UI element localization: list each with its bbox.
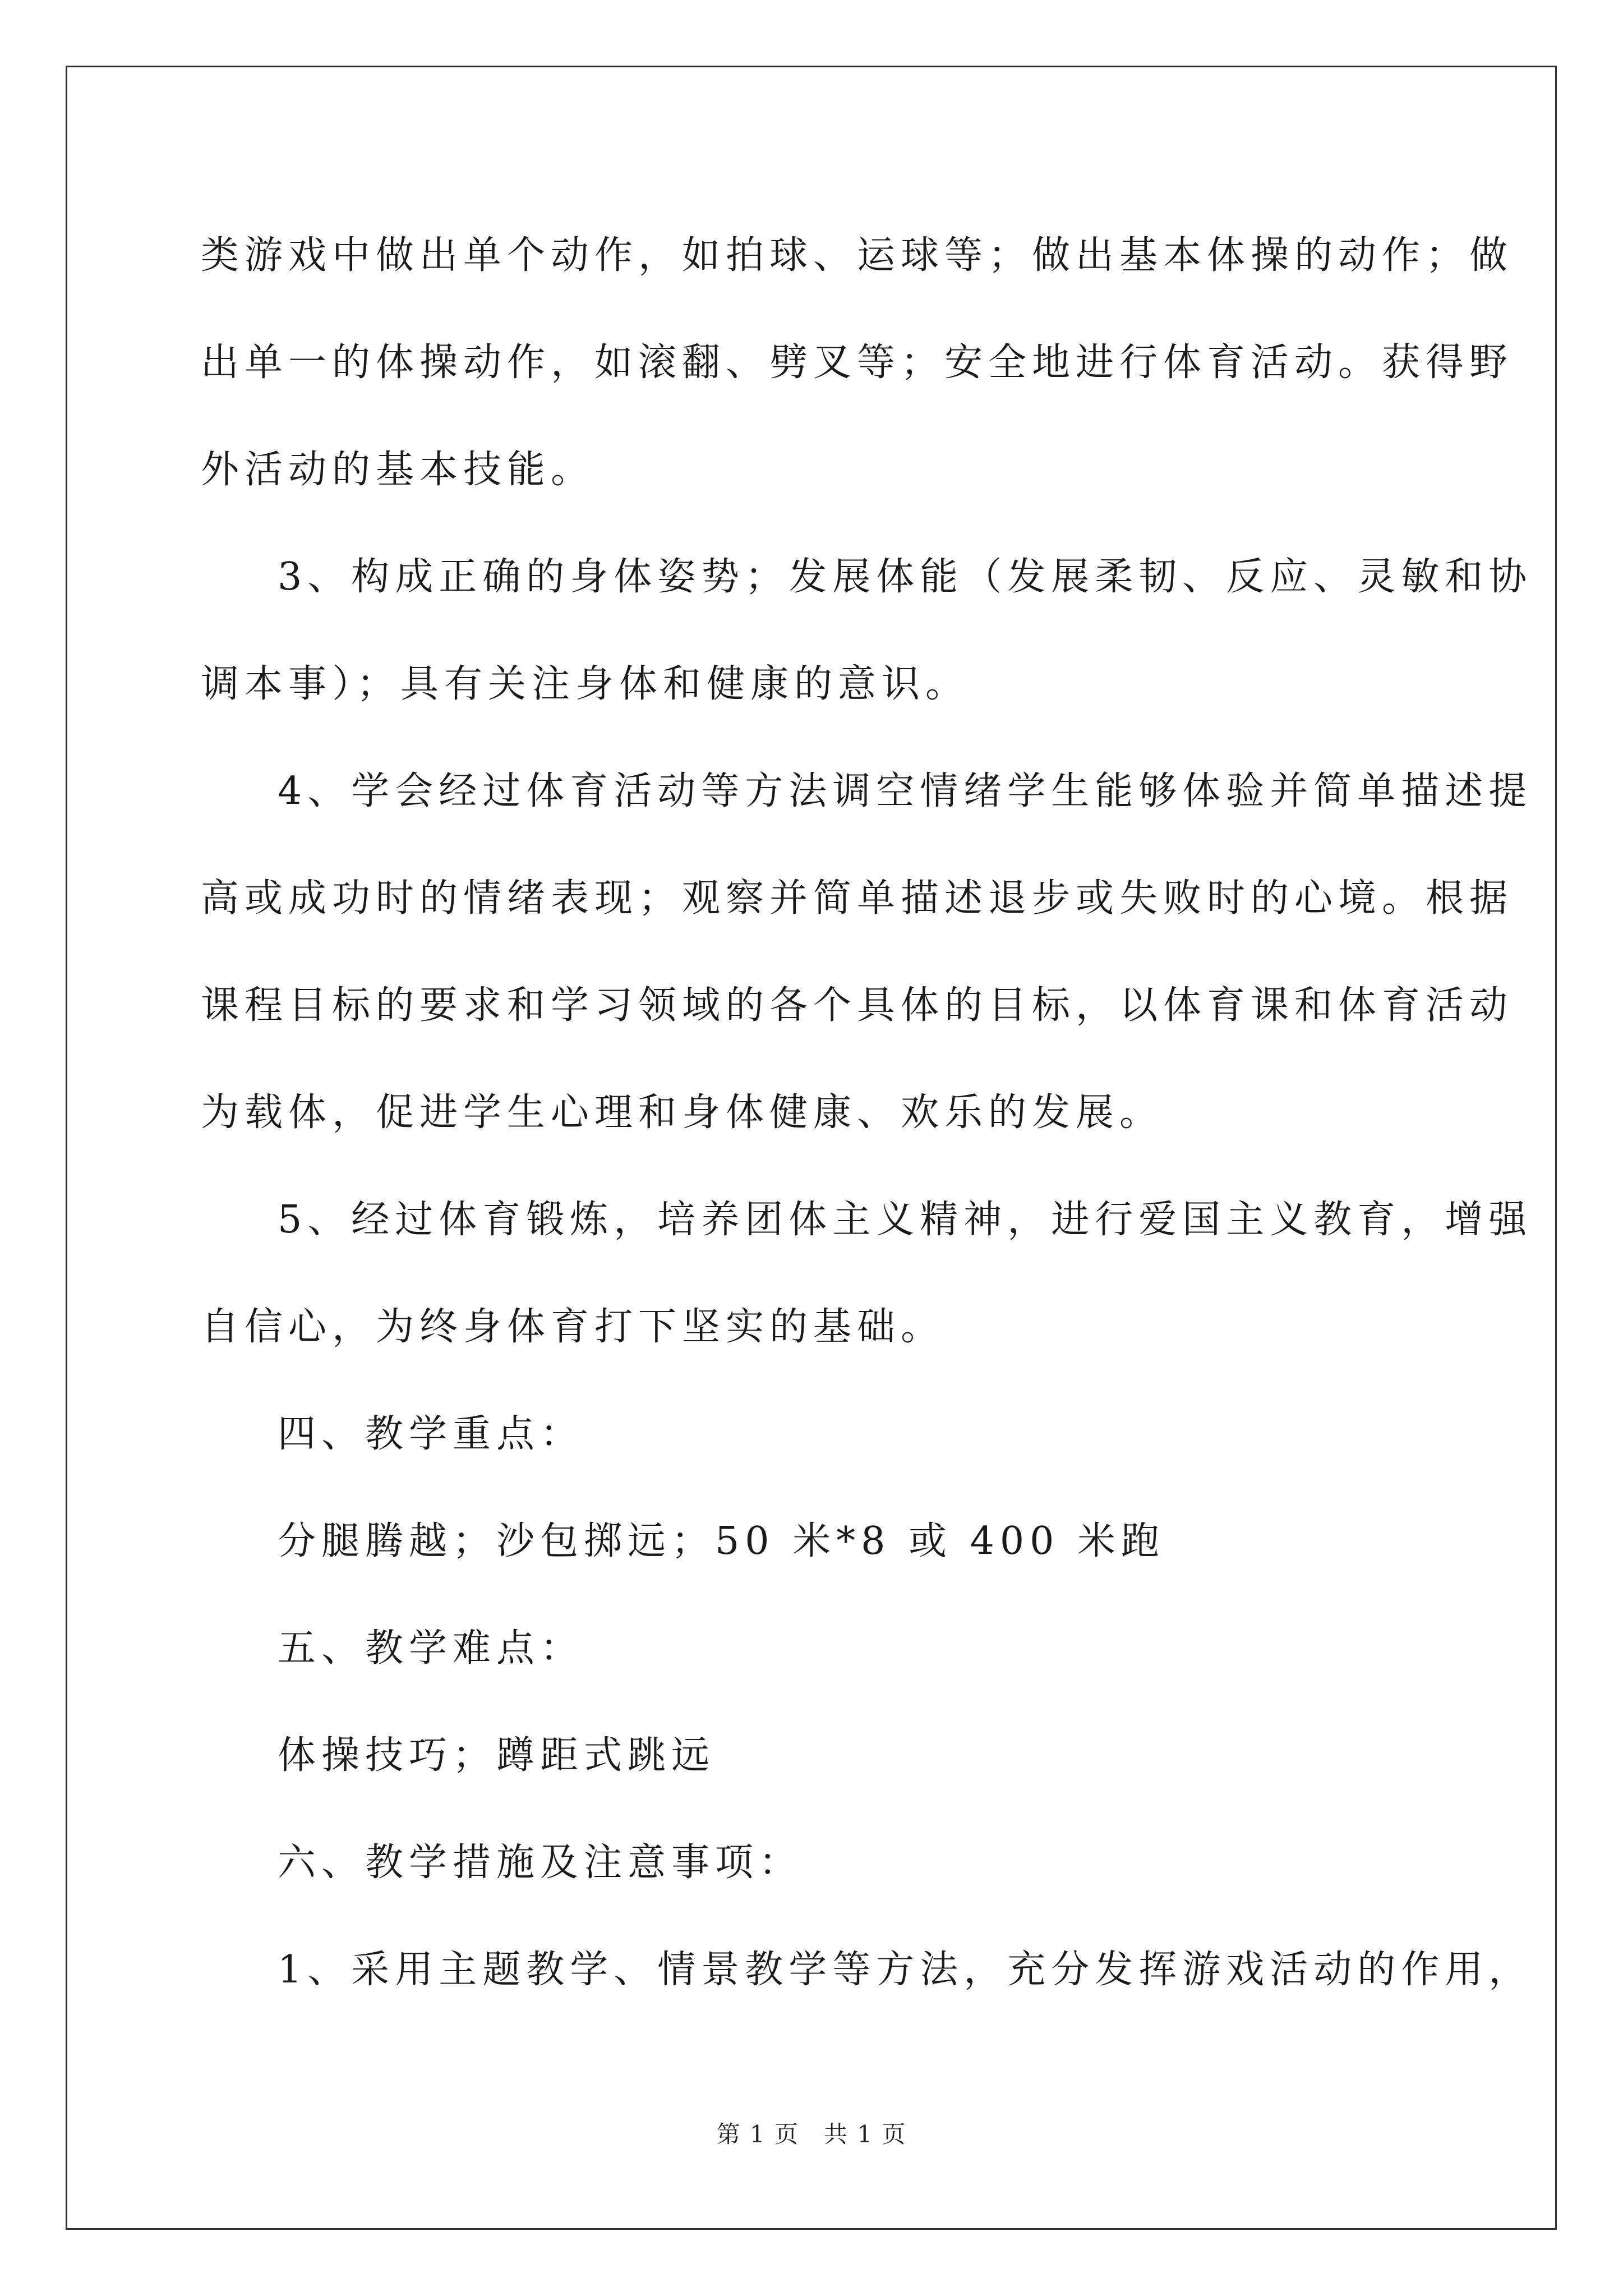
heading-line: 四、教学重点： <box>278 1412 584 1456</box>
paragraph-4 <box>201 1166 1533 1381</box>
paragraph-2 <box>201 523 1533 738</box>
paragraph-line: 课程目标的要求和学习领域的各个具体的目标，以体育课和体育活动 <box>201 983 1514 1028</box>
paragraph-line: 调本事）；具有关注身体和健康的意识。 <box>201 662 970 706</box>
section-heading-difficulties <box>201 1595 1457 1702</box>
difficulties-content <box>201 1702 1457 1809</box>
measures-item-1 <box>201 1916 1533 2023</box>
paragraph-line: 1、采用主题教学、情景教学等方法，充分发挥游戏活动的作用， <box>278 1948 1533 1992</box>
paragraph-line: 体操技巧；蹲距式跳远 <box>278 1733 716 1778</box>
paragraph-line: 高或成功时的情绪表现；观察并简单描述退步或失败时的心境。根据 <box>201 876 1514 921</box>
paragraph-line: 5、经过体育锻炼，培养团体主义精神，进行爱国主义教育，增强 <box>278 1198 1533 1242</box>
paragraph-line: 自信心，为终身体育打下坚实的基础。 <box>201 1305 945 1349</box>
heading-line: 五、教学难点： <box>278 1626 584 1671</box>
paragraph-line: 3、构成正确的身体姿势；发展体能（发展柔韧、反应、灵敏和协 <box>278 555 1533 599</box>
paragraph-1 <box>201 202 1514 523</box>
section-heading-measures <box>201 1809 1457 1916</box>
paragraph-line: 类游戏中做出单个动作，如拍球、运球等；做出基本体操的动作；做 <box>201 233 1514 278</box>
paragraph-line: 分腿腾越；沙包掷远；50 米*8 或 400 米跑 <box>278 1519 1165 1563</box>
paragraph-3 <box>201 738 1533 1166</box>
paragraph-line: 外活动的基本技能。 <box>201 448 595 492</box>
document-body <box>201 202 1533 2023</box>
page-number-footer: 第 1 页 共 1 页 <box>716 2120 907 2148</box>
section-heading-key-points <box>201 1381 1457 1488</box>
heading-line: 六、教学措施及注意事项： <box>278 1841 803 1885</box>
paragraph-line: 出单一的体操动作，如滚翻、劈叉等；安全地进行体育活动。获得野 <box>201 341 1514 385</box>
paragraph-line: 4、学会经过体育活动等方法调空情绪学生能够体验并简单描述提 <box>278 769 1533 813</box>
paragraph-line: 为载体，促进学生心理和身体健康、欢乐的发展。 <box>201 1091 1164 1135</box>
key-points-content <box>201 1488 1457 1595</box>
